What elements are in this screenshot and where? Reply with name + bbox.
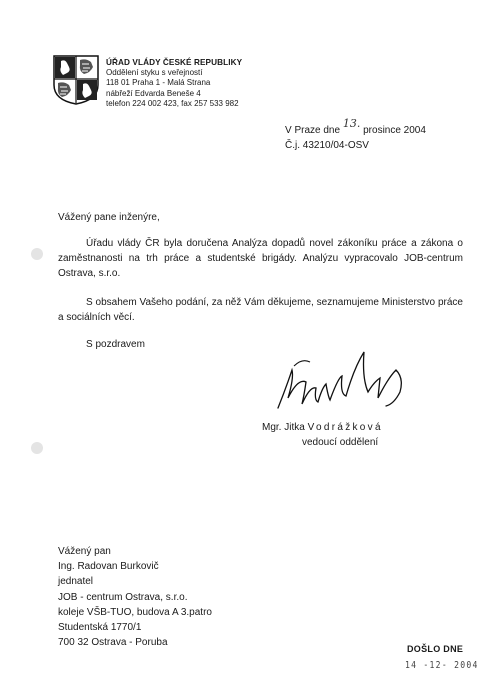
address-line: Ing. Radovan Burkovič bbox=[58, 561, 159, 573]
received-stamp-label: DOŠLO DNE bbox=[407, 644, 464, 654]
date-block bbox=[285, 117, 426, 153]
received-stamp-date: 14 -12- 2004 bbox=[405, 660, 479, 671]
date-prefix: V Praze dne bbox=[285, 125, 341, 136]
paragraph: Úřadu vlády ČR byla doručena Analýza dopadů novel zákoníku práce a zákona o zaměstnanosti na trh práce a studentské brigády. Analýzu vypracovalo JOB-centrum Ostrava, s.r.o. bbox=[58, 238, 463, 279]
coat-of-arms-logo bbox=[53, 55, 99, 105]
handwritten-signature bbox=[268, 348, 418, 423]
address-line: koleje VŠB-TUO, budova A 3.patro bbox=[58, 606, 212, 618]
signer-title: vedoucí oddělení bbox=[302, 437, 379, 448]
recipient-address bbox=[58, 544, 212, 650]
address-line: jednatel bbox=[58, 576, 94, 588]
address-line: JOB - centrum Ostrava, s.r.o. bbox=[58, 591, 188, 603]
letterhead-line: telefon 224 002 423, fax 257 533 982 bbox=[106, 98, 239, 108]
address-line: Studentská 1770/1 bbox=[58, 622, 142, 634]
closing: S pozdravem bbox=[86, 339, 145, 350]
date-day-handwritten: 13. bbox=[342, 117, 361, 130]
letterhead-org: ÚŘAD VLÁDY ČESKÉ REPUBLIKY bbox=[106, 58, 243, 67]
signer-surname: Vodrážková bbox=[307, 422, 383, 433]
punch-hole bbox=[31, 248, 43, 260]
date-suffix: prosince 2004 bbox=[363, 125, 426, 136]
letterhead-line: Oddělení styku s veřejností bbox=[106, 68, 203, 78]
punch-hole bbox=[31, 442, 43, 454]
date-line bbox=[285, 117, 426, 138]
letterhead-line: nábřeží Edvarda Beneše 4 bbox=[106, 88, 201, 98]
address-line: 700 32 Ostrava - Poruba bbox=[58, 637, 168, 649]
signer-name bbox=[262, 422, 383, 433]
address-line: Vážený pan bbox=[58, 546, 111, 557]
letterhead bbox=[106, 58, 242, 109]
paragraph: S obsahem Vašeho podání, za něž Vám děkujeme, seznamujeme Ministerstvo práce a sociálních věcí. bbox=[58, 297, 463, 323]
reference-number: Č.j. 43210/04-OSV bbox=[285, 140, 369, 151]
salutation: Vážený pane inženýre, bbox=[58, 212, 160, 223]
signer-prefix: Mgr. Jitka bbox=[262, 422, 305, 433]
letterhead-line: 118 01 Praha 1 - Malá Strana bbox=[106, 78, 211, 88]
